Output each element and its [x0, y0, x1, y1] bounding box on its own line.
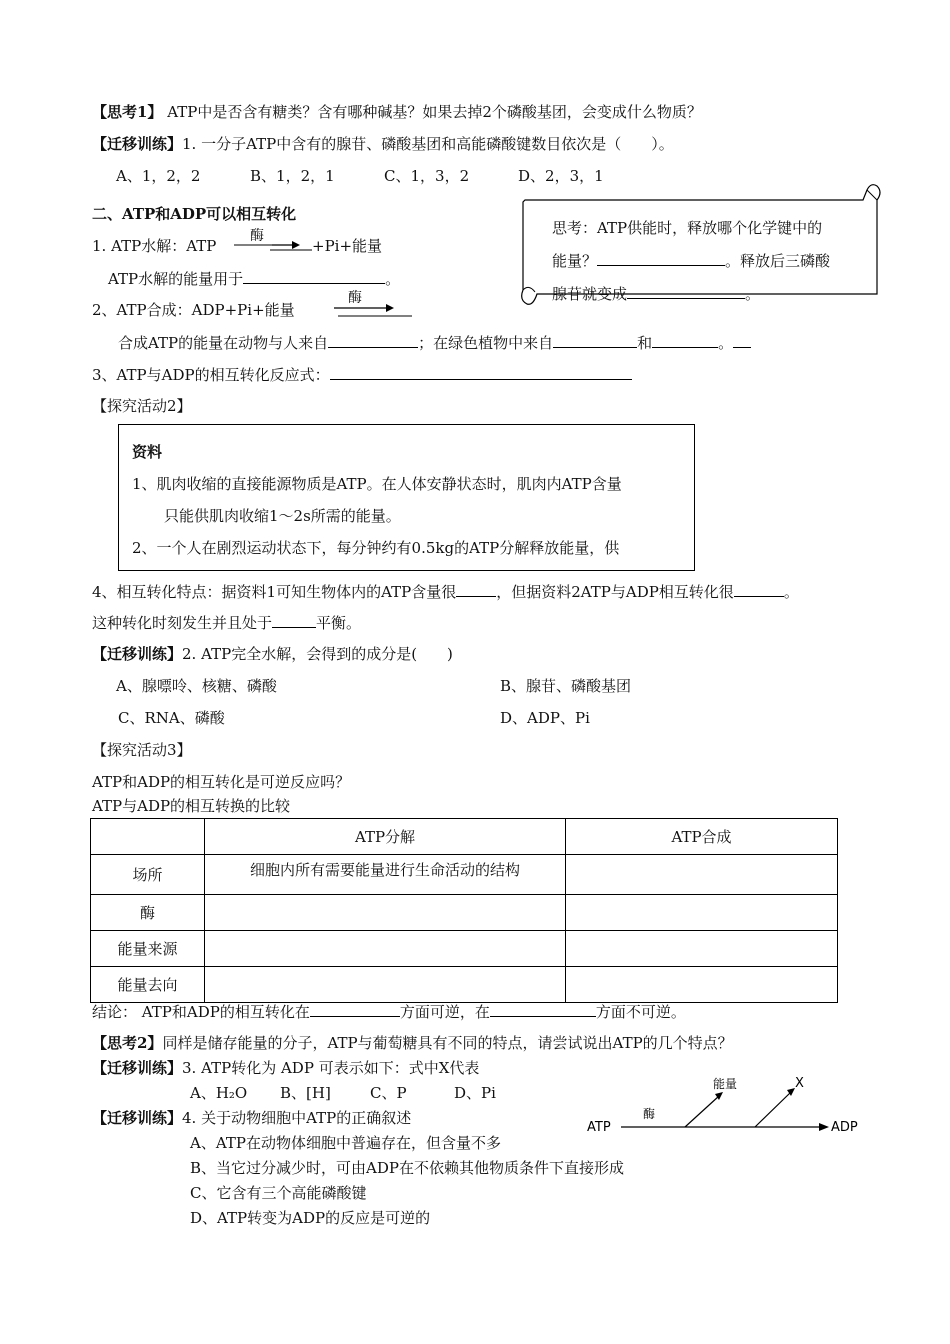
conclusion-c: 方面不可逆。: [595, 1003, 686, 1021]
blank[interactable]: [734, 581, 784, 597]
hydrolysis-enzyme: 酶: [250, 228, 264, 244]
table-row: [91, 931, 838, 967]
section2-title: 二、ATP和ADP可以相互转化: [92, 205, 297, 223]
material-p2: 2、一个人在剧烈运动状态下，每分钟约有0.5kg的ATP分解释放能量，供: [132, 539, 620, 557]
train3-option-b: B、[H]: [280, 1084, 331, 1102]
train1-text: 1. 一分子ATP中含有的腺苷、磷酸基团和高能磷酸键数目依次是（ ）。: [182, 135, 674, 153]
train4-text: 4. 关于动物细胞中ATP的正确叙述: [182, 1109, 412, 1127]
table-row: [91, 967, 838, 1003]
hydrolysis-line: [92, 236, 216, 256]
table-row-label: 酶: [91, 895, 205, 931]
conclusion-line: [92, 1001, 686, 1022]
feature-e: 平衡。: [316, 614, 362, 632]
scroll-line3b: 。: [745, 285, 761, 303]
blank[interactable]: [652, 332, 718, 348]
hydrolysis-use-end: 。: [385, 270, 401, 288]
train2-option-b: B、腺苷、磷酸基团: [500, 677, 632, 695]
synthesis-arrow: [334, 302, 416, 318]
feature-line2: [92, 612, 361, 633]
synthesis-prefix: 2、ATP合成：ADP+Pi+能量: [92, 301, 295, 319]
diagram-x-label: X: [795, 1076, 804, 1091]
diagram-enzyme-label: 酶: [643, 1107, 656, 1121]
table-cell[interactable]: [205, 967, 566, 1003]
train2-option-d: D、ADP、Pi: [500, 709, 590, 727]
train3-text: 3. ATP转化为 ADP 可表示如下：式中X代表: [182, 1059, 480, 1077]
blank[interactable]: [456, 581, 496, 597]
material-p1a: 1、肌肉收缩的直接能源物质是ATP。在人体安静状态时，肌肉内ATP含量: [132, 475, 622, 493]
train4-option-d: D、ATP转变为ADP的反应是可逆的: [190, 1209, 431, 1227]
think2-text: 同样是储存能量的分子，ATP与葡萄糖具有不同的特点，请尝试说出ATP的几个特点？: [162, 1034, 733, 1052]
think2-line: [92, 1033, 733, 1053]
hydrolysis-suffix: +Pi+能量: [312, 237, 383, 255]
synthesis-source: [118, 332, 751, 353]
table-row-label: 场所: [91, 855, 205, 895]
table-cell[interactable]: [566, 931, 838, 967]
train3-option-c: C、P: [370, 1084, 407, 1102]
table-row-label: 能量去向: [91, 967, 205, 1003]
blank[interactable]: [627, 283, 745, 299]
train2-option-a: A、腺嘌呤、核糖、磷酸: [116, 677, 277, 695]
train1-option-d: D、2，3，1: [518, 167, 604, 185]
train3-label: 【迁移训练】: [92, 1059, 183, 1077]
hydrolysis-use: [108, 268, 400, 289]
synthesis-source-b: ；在绿色植物中来自: [418, 334, 554, 352]
train4-option-c: C、它含有三个高能磷酸键: [190, 1184, 367, 1202]
blank[interactable]: [243, 268, 385, 284]
table-cell: 细胞内所有需要能量进行生命活动的结构: [205, 855, 566, 895]
conclusion-a: 结论： ATP和ADP的相互转化在: [92, 1003, 310, 1021]
train4-option-b: B、当它过分减少时，可由ADP在不依赖其他物质条件下直接形成: [190, 1159, 624, 1177]
table-cell[interactable]: [566, 855, 838, 895]
activity3-question: ATP和ADP的相互转化是可逆反应吗？: [92, 773, 351, 791]
scroll-line1: 思考：ATP供能时，释放哪个化学键中的: [552, 219, 823, 237]
scroll-line2b: 。释放后三磷酸: [725, 252, 831, 270]
activity3-label: 【探究活动3】: [92, 741, 192, 759]
train4-line: [92, 1108, 411, 1128]
synthesis-enzyme: 酶: [348, 290, 362, 306]
table-caption: ATP与ADP的相互转换的比较: [92, 797, 291, 815]
blank[interactable]: [272, 612, 316, 628]
blank[interactable]: [597, 250, 725, 266]
train2-text: 2. ATP完全水解，会得到的成分是( ): [182, 645, 453, 663]
train2-option-c: C、RNA、磷酸: [118, 709, 225, 727]
scroll-line2a: 能量？: [552, 252, 598, 270]
table-row: [91, 895, 838, 931]
train1-option-c: C、1，3，2: [384, 167, 470, 185]
blank[interactable]: [733, 332, 751, 348]
hydrolysis-use-label: ATP水解的能量用于: [108, 270, 244, 288]
diagram-adp-label: ADP: [831, 1120, 858, 1135]
feature-d: 这种转化时刻发生并且处于: [92, 614, 273, 632]
train3-line: [92, 1058, 479, 1078]
scroll-line2: [552, 250, 830, 271]
table-cell[interactable]: [566, 967, 838, 1003]
blank[interactable]: [330, 364, 632, 380]
table-header-cell: ATP合成: [566, 819, 838, 855]
material-title: 资料: [132, 443, 163, 461]
synthesis-source-c: 和: [637, 334, 653, 352]
feature-line1: [92, 581, 799, 602]
train1-option-b: B、1，2，1: [250, 167, 335, 185]
scroll-line3: [552, 283, 760, 304]
train2-label: 【迁移训练】: [92, 645, 183, 663]
think1-line: [92, 102, 702, 122]
hydrolysis-arrow: [234, 239, 314, 251]
table-cell[interactable]: [205, 931, 566, 967]
table-header-cell: ATP分解: [205, 819, 566, 855]
table-row-label: 能量来源: [91, 931, 205, 967]
think2-label: 【思考2】: [92, 1034, 163, 1052]
blank[interactable]: [310, 1001, 400, 1017]
material-p1b: 只能供肌肉收缩1～2s所需的能量。: [164, 507, 401, 525]
blank[interactable]: [328, 332, 418, 348]
train1-label: 【迁移训练】: [92, 135, 183, 153]
train2-line: [92, 644, 453, 664]
diagram-energy-label: 能量: [713, 1077, 738, 1091]
reaction-line: [92, 364, 632, 385]
diagram-atp-label: ATP: [587, 1120, 611, 1135]
table-row: [91, 855, 838, 895]
hydrolysis-prefix: 1. ATP水解：ATP: [92, 237, 217, 255]
blank[interactable]: [490, 1001, 596, 1017]
synthesis-source-a: 合成ATP的能量在动物与人来自: [118, 334, 329, 352]
blank[interactable]: [553, 332, 637, 348]
table-cell[interactable]: [205, 895, 566, 931]
table-header-row: [91, 819, 838, 855]
train1-option-a: A、1，2，2: [116, 167, 201, 185]
train3-option-d: D、Pi: [454, 1084, 496, 1102]
comparison-table: [90, 818, 838, 1003]
atp-adp-diagram: [585, 1070, 875, 1140]
reaction-text: 3、ATP与ADP的相互转化反应式：: [92, 366, 330, 384]
feature-a: 4、相互转化特点：据资料1可知生物体内的ATP含量很: [92, 583, 457, 601]
train3-option-a: A、H₂O: [190, 1084, 248, 1102]
table-cell[interactable]: [566, 895, 838, 931]
activity2-label: 【探究活动2】: [92, 397, 192, 415]
feature-b: ，但据资料2ATP与ADP相互转化很: [496, 583, 734, 601]
table-header-cell: [91, 819, 205, 855]
train4-label: 【迁移训练】: [92, 1109, 183, 1127]
think1-text: ATP中是否含有糖类？含有哪种碱基？如果去掉2个磷酸基团，会变成什么物质？: [162, 103, 702, 121]
think1-label: 【思考1】: [92, 103, 163, 121]
feature-c: 。: [783, 583, 799, 601]
conclusion-b: 方面可逆，在: [399, 1003, 490, 1021]
train4-option-a: A、ATP在动物体细胞中普遍存在，但含量不多: [190, 1134, 501, 1152]
train1-line: [92, 134, 674, 154]
scroll-line3a: 腺苷就变成: [552, 285, 628, 303]
synthesis-source-d: 。: [718, 334, 734, 352]
